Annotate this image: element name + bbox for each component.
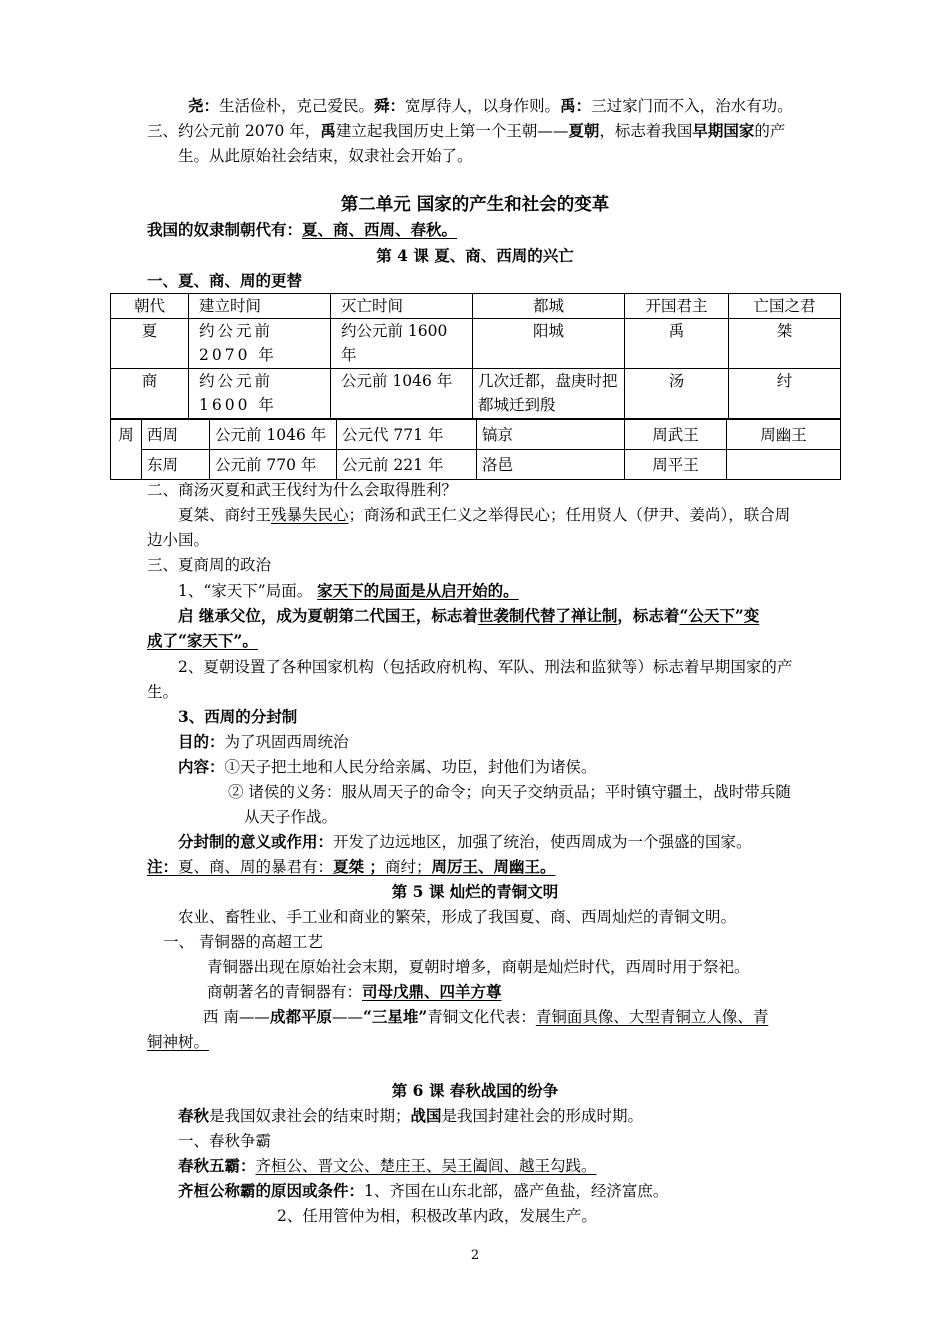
text-run: 是我国奴隶社会的结束时期；	[209, 1107, 411, 1125]
text-run-bold: 夏朝	[568, 121, 600, 140]
fenfeng-content-2-cont: 从天子作战。	[244, 808, 338, 826]
yu-text: 三过家门而不入，治水有功。	[591, 97, 793, 115]
yu-name: 禹：	[560, 96, 592, 115]
fenfeng-significance	[178, 831, 752, 853]
text-run: 商纣	[384, 858, 416, 876]
shun-name: 舜：	[374, 96, 406, 115]
lesson6-section1-heading: 一、春秋争霸	[178, 1132, 272, 1150]
text-run: 建立起我国历史上第一个王朝——	[335, 122, 569, 140]
text-run-bold-underlined: 司母戊鼎、四羊方尊	[362, 982, 502, 1001]
text-run: 1、齐国在山东北部，盛产鱼盐，经济富庶。	[364, 1182, 669, 1200]
cell-dynasty-zhou: 周	[111, 420, 142, 480]
text-run-underlined: 青铜面具像、大型青铜立人像、青	[535, 1008, 769, 1026]
text-run: ，标志着	[617, 606, 680, 625]
cell-fall: 约公元前 1600 年	[331, 319, 473, 369]
content-label: 内容：	[178, 757, 225, 776]
cell-capital: 几次迁都，盘庚时把都城迁到殷	[473, 369, 625, 419]
header-capital: 都城	[473, 294, 625, 319]
text-run-bold: 注：	[147, 857, 179, 876]
lesson5-section1-heading: 一、 青铜器的高超工艺	[163, 933, 323, 951]
cell-subdynasty: 西周	[142, 420, 210, 450]
text-run: 启 继承父位，成为夏朝第二代国王，标志着	[178, 606, 478, 625]
goal-label: 目的：	[178, 732, 225, 751]
header-last-ruler: 亡国之君	[729, 294, 841, 319]
cell-fall: 公元代 771 年	[337, 420, 477, 450]
text-run-underlined: 世袭制代替了禅让制	[477, 606, 618, 625]
sanxingdui-line2: 铜神树。	[147, 1033, 210, 1051]
slave-dynasties-label: 我国的奴隶制朝代有：	[147, 220, 303, 239]
cell-founder: 禹	[625, 319, 729, 369]
unit-title: 第二单元 国家的产生和社会的变革	[340, 195, 610, 215]
text-run-underlined: “公天下”变	[679, 606, 760, 625]
cell-dynasty: 夏	[111, 319, 189, 369]
table-row	[111, 369, 841, 419]
sanxingdui-line1	[203, 1006, 768, 1028]
slave-dynasties-line	[147, 219, 457, 241]
table-row	[111, 319, 841, 369]
lesson4-section3-heading: 三、夏商周的政治	[147, 556, 272, 574]
text-run-bold: 周厉王、周幽王。	[431, 857, 556, 876]
shun-text: 宽厚待人，以身作则。	[405, 97, 561, 115]
cell-last-ruler: 纣	[729, 369, 841, 419]
text-run: 的产	[754, 122, 786, 140]
text-run-bold: 春秋	[178, 1106, 210, 1125]
text-run-bold: 早期国家	[692, 121, 755, 140]
zhou-table	[110, 419, 841, 480]
table-row	[111, 420, 841, 450]
five-hegemons-label: 春秋五霸：	[178, 1156, 256, 1175]
page-number: 2	[470, 1248, 480, 1263]
text-run: ；商汤和武王仁义之举得民心；任用贤人（伊尹、姜尚），联合周	[348, 506, 791, 524]
text-run: 1、“家天下”局面。	[178, 582, 318, 600]
yao-name: 尧：	[188, 96, 220, 115]
xia-founding-paragraph	[147, 120, 785, 142]
text-run: 西 南——	[203, 1008, 270, 1026]
fenfeng-goal	[178, 731, 349, 753]
qi-hegemony-label: 齐桓公称霸的原因或条件：	[178, 1181, 365, 1200]
text-run: 夏桀、商纣王	[178, 506, 272, 524]
header-founder: 开国君主	[625, 294, 729, 319]
qi-succession-line2: 成了“家天下”。	[147, 631, 258, 650]
text-run-bold: 夏桀 ；	[333, 857, 385, 876]
state-institutions-line2: 生。	[147, 683, 179, 701]
header-fall: 灭亡时间	[331, 294, 473, 319]
shang-bronze-line	[207, 981, 502, 1003]
text-run: 商朝著名的青铜器有：	[207, 983, 363, 1001]
table-row	[111, 450, 841, 480]
cell-established: 公元前 1046 年	[210, 420, 337, 450]
text-run: ——	[331, 1008, 363, 1026]
five-hegemons-value: 齐桓公、晋文公、楚庄王、吴王阖闾、越王勾践。	[255, 1157, 597, 1175]
fenfeng-content-2: ② 诸侯的义务：服从周天子的命令；向天子交纳贡品；平时镇守疆土，战时带兵随	[228, 783, 791, 801]
cell-established: 约公元前 1600 年	[189, 369, 331, 419]
significance-label: 分封制的意义或作用：	[178, 832, 334, 851]
bronze-history-line: 青铜器出现在原始社会末期，夏朝时增多，商朝是灿烂时代，西周时用于祭祀。	[207, 958, 750, 976]
yao-text: 生活俭朴，克己爱民。	[219, 97, 375, 115]
text-run-underlined: 残暴失民心	[271, 506, 349, 524]
fenfeng-heading: 3、西周的分封制	[178, 707, 298, 726]
tyrants-note	[147, 856, 555, 878]
lesson4-title: 第 4 课 夏、商、西周的兴亡	[376, 246, 574, 265]
text-run: ；	[415, 858, 432, 876]
qi-hegemony-reason-1	[178, 1180, 668, 1202]
lesson6-intro	[178, 1105, 643, 1127]
text-run: 青铜文化代表：	[427, 1008, 536, 1026]
qi-succession-line1	[178, 605, 759, 627]
cell-capital: 阳城	[473, 319, 625, 369]
cell-established: 约公元前 2070 年	[189, 319, 331, 369]
lesson5-intro: 农业、畜牲业、手工业和商业的繁荣，形成了我国夏、商、西周灿烂的青铜文明。	[178, 908, 737, 926]
text-run-bold: 成都平原	[269, 1007, 332, 1026]
text-run-bold: “三星堆”	[362, 1007, 428, 1026]
text-run: 夏、商、周的暴君有：	[178, 858, 334, 876]
victory-reason-line1	[178, 504, 790, 526]
cell-dynasty: 商	[111, 369, 189, 419]
cell-fall: 公元前 1046 年	[331, 369, 473, 419]
text-run-bold: 战国	[410, 1106, 442, 1125]
cell-capital: 镐京	[477, 420, 625, 450]
content-text: ①天子把土地和人民分给亲属、功臣，封他们为诸侯。	[224, 758, 597, 776]
cell-founder: 周平王	[625, 450, 727, 480]
fenfeng-content-1	[178, 756, 597, 778]
goal-text: 为了巩固西周统治	[224, 733, 349, 751]
cell-fall: 公元前 221 年	[337, 450, 477, 480]
cell-last-ruler: 桀	[729, 319, 841, 369]
cell-subdynasty: 东周	[142, 450, 210, 480]
lesson5-title: 第 5 课 灿烂的青铜文明	[391, 882, 559, 901]
slave-dynasties-value: 夏、商、西周、春秋。	[302, 220, 458, 239]
text-run-bold-underlined: 家天下的局面是从启开始的。	[317, 581, 519, 600]
sage-kings-line	[188, 95, 793, 117]
qi-hegemony-reason-2: 2、任用管仲为相，积极改革内政，发展生产。	[277, 1207, 597, 1225]
state-institutions-line1: 2、夏朝设置了各种国家机构（包括政府机构、军队、刑法和监狱等）标志着早期国家的产	[178, 658, 793, 676]
lesson6-title: 第 6 课 春秋战国的纷争	[391, 1081, 559, 1100]
dynasty-table	[110, 293, 841, 419]
lesson4-section1-heading: 一、夏、商、周的更替	[147, 271, 303, 290]
text-run: 三、约公元前 2070 年，	[147, 122, 321, 140]
text-run: ，标志着我国	[599, 122, 693, 140]
significance-text: 开发了边远地区，加强了统治，使西周成为一个强盛的国家。	[333, 833, 752, 851]
table-header-row	[111, 294, 841, 319]
family-rule-line	[178, 580, 519, 602]
cell-founder: 汤	[625, 369, 729, 419]
cell-founder: 周武王	[625, 420, 727, 450]
cell-capital: 洛邑	[477, 450, 625, 480]
text-run: 是我国封建社会的形成时期。	[441, 1107, 644, 1125]
header-established: 建立时间	[189, 294, 331, 319]
victory-reason-line2: 边小国。	[147, 531, 210, 549]
text-run-bold: 禹	[320, 121, 336, 140]
cell-last-ruler: 周幽王	[727, 420, 841, 450]
five-hegemons-line	[178, 1155, 597, 1177]
cell-established: 公元前 770 年	[210, 450, 337, 480]
header-dynasty: 朝代	[111, 294, 189, 319]
lesson4-section2-heading: 二、商汤灭夏和武王伐纣为什么会取得胜利？	[147, 481, 458, 499]
xia-founding-continuation: 生。从此原始社会结束，奴隶社会开始了。	[178, 147, 473, 165]
cell-last-ruler	[727, 450, 841, 480]
